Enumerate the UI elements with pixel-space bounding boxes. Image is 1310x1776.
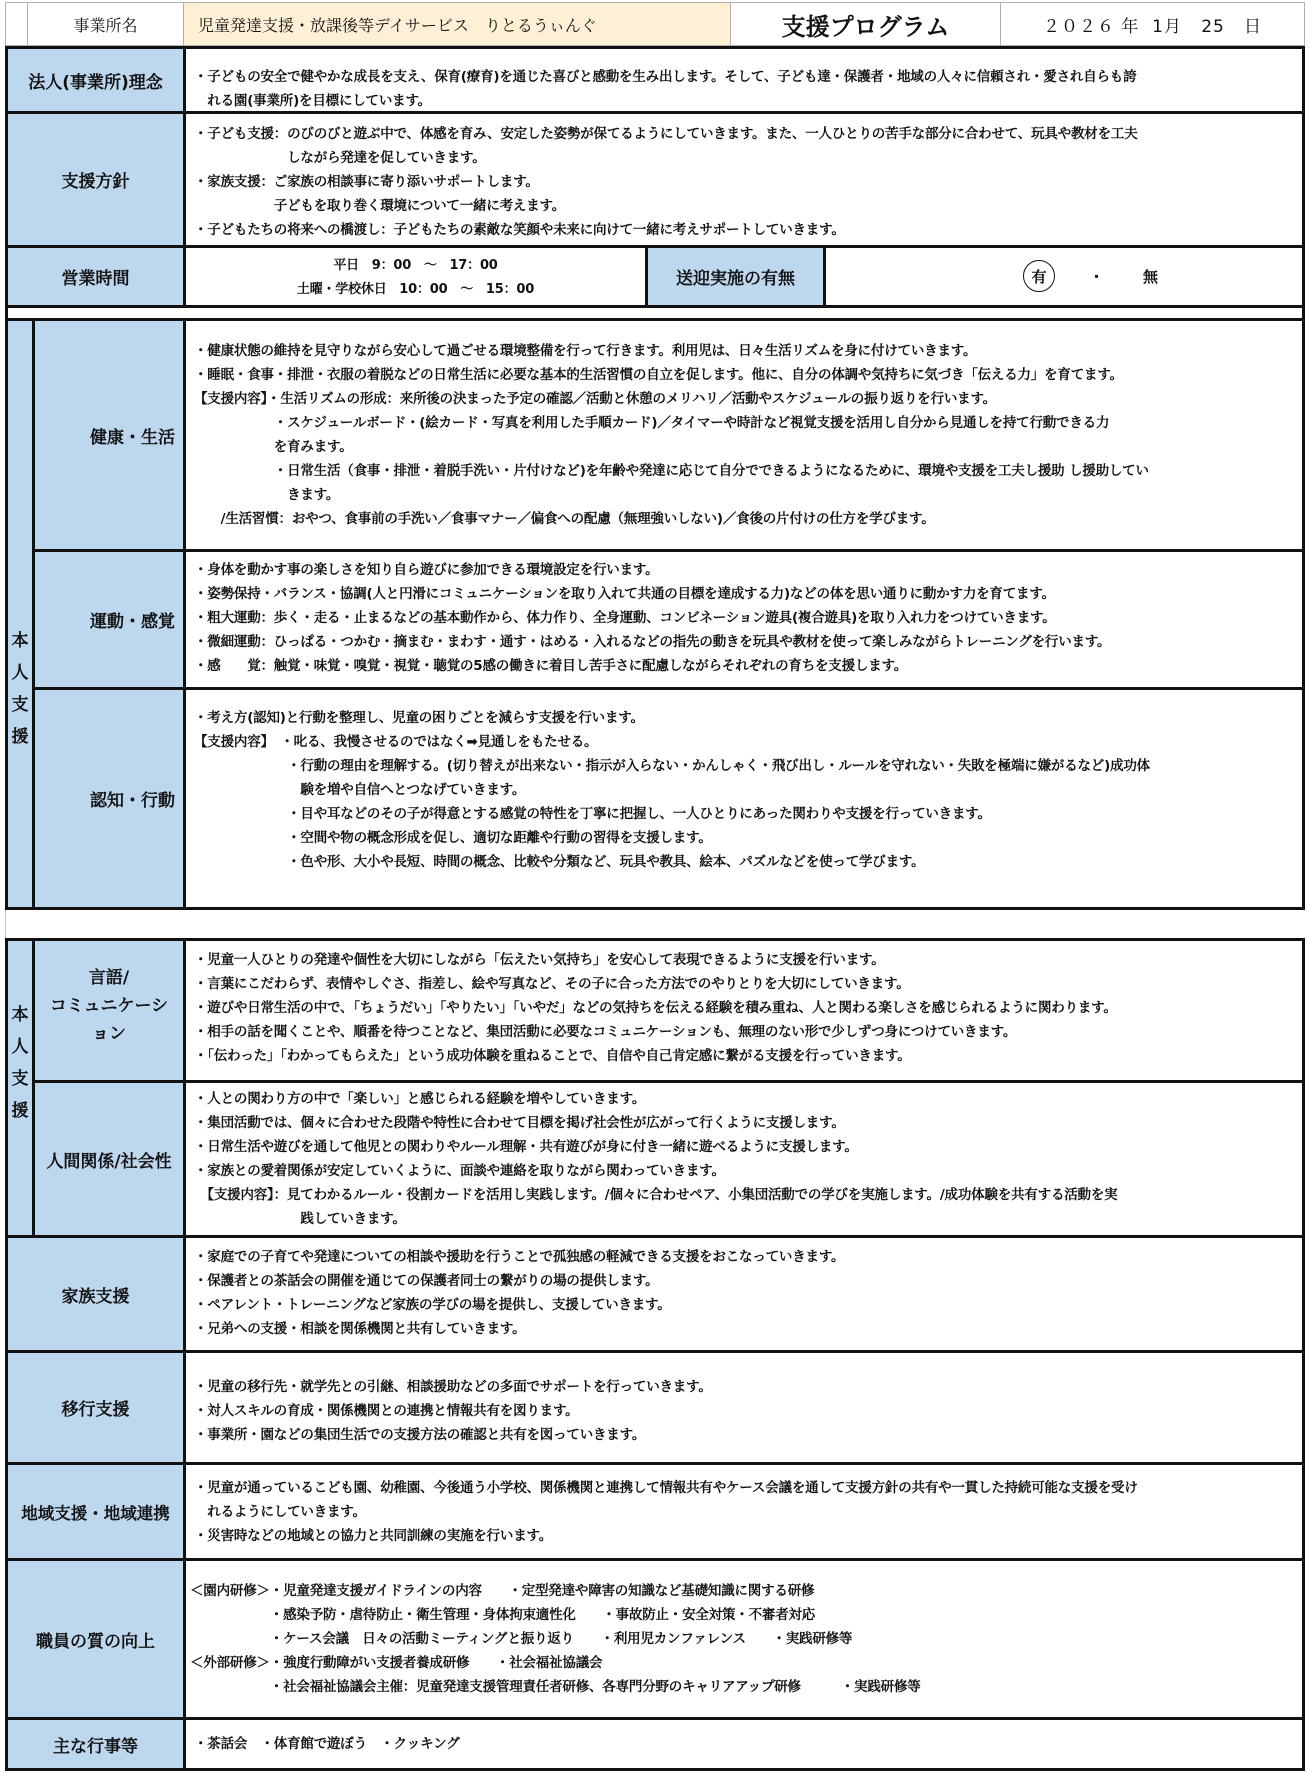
content-line: ・微細運動：ひっぱる・つかむ・摘まむ・まわす・通す・はめる・入れるなどの指先の動きを玩具や教材を使って楽しみながらトレーニングを行います。 [194,634,1111,650]
policy-line: 子どもを取り巻く環境について一緒に考えます。 [194,198,566,214]
policy-label: 支援方針 [5,111,186,248]
group-char: 援 [11,727,29,747]
content-line: ・空間や物の概念形成を促し、適切な距離や行動の習得を支援します。 [194,830,712,846]
relationships-social-label: 人間関係/社会性 [32,1080,186,1238]
content-line: ・児童が通っているこども園、幼稚園、今後通う小学校、関係機関と連携して情報共有やケース会議を通して支援方針の共有や一貫した持続可能な支援を受け [194,1480,1138,1496]
staff-quality-content [183,1558,1305,1720]
community-support-label: 地域支援・地域連携 [5,1462,186,1561]
content-line: ・目や耳などのその子が得意とする感覚の特性を丁寧に把握し、一人ひとりにあった関わりや支援を行っていきます。 [194,806,991,822]
transport-options [823,245,1305,308]
content-line: ・ペアレント・トレーニングなど家族の学びの場を提供し、支援していきます。 [194,1297,671,1313]
content-line: を育みます。 [194,439,353,455]
language-communication-content [183,938,1305,1083]
policy-line: ・子どもたちの将来への橋渡し：子どもたちの素敵な笑顔や未来に向けて一緒に考えサポートしていきます。 [194,222,845,238]
office-name-value: 児童発達支援・放課後等デイサービス りとるうぃんぐ [183,2,731,46]
label-line: ョン [92,1023,126,1044]
staff-quality-label: 職員の質の向上 [5,1558,186,1720]
page-title: 支援プログラム [730,2,1001,46]
health-life-content [183,318,1305,552]
content-line: ・健康状態の維持を見守りながら安心して過ごせる環境整備を行って行きます。利用児は、日々生活リズムを身に付けていきます。 [194,343,977,359]
cognition-behavior-label: 認知・行動 [32,687,186,910]
office-name-label: 事業所名 [27,2,184,46]
content-line: ・粗大運動：歩く・走る・止まるなどの基本動作から、体力作り、全身運動、コンビネーション遊具(複合遊具)を取り入れ力をつけていきます。 [194,610,1056,626]
hours-weekday: 平日 9：00 ～ 17：00 [333,258,498,273]
content-line: ・事業所・園などの集団生活での支援方法の確認と共有を図っていきます。 [194,1427,646,1443]
content-line: ・児童の移行先・就学先との引継、相談援助などの多面でサポートを行っていきます。 [194,1379,712,1395]
content-line: ・考え方(認知)と行動を整理し、児童の困りごとを減らす支援を行います。 [194,710,644,726]
policy-line: しながら発達を促していきます。 [194,150,486,166]
label-line: コミュニケーシ [49,995,169,1016]
policy-content [183,111,1305,248]
main-events-content [183,1717,1305,1771]
content-line: 【支援内容】・生活リズムの形成：来所後の決まった予定の確認／活動と休憩のメリハリ／活動やスケジュールの振り返りを行います。 [194,391,996,407]
content-line: ・相手の話を聞くことや、順番を待つことなど、集団活動に必要なコミュニケーションも、無理のない形で少しずつ身につけていきます。 [194,1024,1017,1040]
group-char: 支 [11,1069,29,1089]
philosophy-label: 法人(事業所)理念 [5,46,186,114]
content-line: ・身体を動かす事の楽しさを知り自ら遊びに参加できる環境設定を行います。 [194,562,659,578]
cognition-behavior-content [183,687,1305,910]
content-line: ・集団活動では、個々に合わせた段階や特性に合わせて目標を掲げ社会性が広がって行くように支援します。 [194,1115,845,1131]
content-line: ・言葉にこだわらず、表情やしぐさ、指差し、絵や写真など、その子に合った方法でのやりとりを大切にしていきます。 [194,976,910,992]
philosophy-content [183,46,1305,114]
transition-support-content [183,1350,1305,1465]
group-char: 本 [11,631,29,651]
content-line: ・遊びや日常生活の中で、「ちょうだい」「やりたい」「いやだ」などの気持ちを伝える経験を積み重ね、人と関わる楽しさを感じられるように関わります。 [194,1000,1117,1016]
content-line: ・人との関わり方の中で「楽しい」と感じられる経験を増やしていきます。 [194,1091,646,1107]
content-line: 【支援内容】 ・叱る、我慢させるのではなく➡見通しをもたせる。 [194,734,598,750]
content-line: ・スケジュールボード・(絵カード・写真を利用した手順カード)／タイマーや時計など視覚支援を活用し自分から見通しを持て行動できる力 [194,415,1110,431]
content-line: ・災害時などの地域との協力と共同訓練の実施を行います。 [194,1528,553,1544]
content-line: ・ケース会議 日々の活動ミーティングと振り返り ・利用児カンファレンス ・実践研修等 [190,1631,853,1647]
content-line: ・保護者との茶話会の開催を通じての保護者同士の繋がりの場の提供します。 [194,1273,659,1289]
page-gap-line [5,910,6,938]
policy-line: ・子ども支援：のびのびと遊ぶ中で、体感を育み、安定した姿勢が保てるようにしていきます。また、一人ひとりの苦手な部分に合わせて、玩具や教材を工夫 [194,126,1138,142]
hours-label: 営業時間 [5,245,186,308]
content-line: ・感染予防・虐待防止・衛生管理・身体拘束適性化 ・事故防止・安全対策・不審者対応 [190,1607,816,1623]
content-line: /生活習慣：おやつ、食事前の手洗い／食事マナー／偏食への配慮（無理強いしない)／食後の片付けの仕方を学びます。 [194,511,935,527]
transport-no-option[interactable]: 無 [1143,268,1159,286]
document-date: ２０２６ 年 1月 25 日 [1000,2,1305,46]
main-events-label: 主な行事等 [5,1717,186,1771]
family-support-label: 家族支援 [5,1235,186,1353]
content-line: ・家庭での子育てや発達についての相談や援助を行うことで孤独感の軽減できる支援をおこなっていきます。 [194,1249,845,1265]
content-line: ＜園内研修＞・児童発達支援ガイドラインの内容 ・定型発達や障害の知識など基礎知識に関する研修 [190,1583,815,1599]
content-line: ・感 覚：触覚・味覚・嗅覚・視覚・聴覚の5感の働きに着目し苦手さに配慮しながらそれぞれの育ちを支援します。 [194,658,908,674]
content-line: ・家族との愛着関係が安定していくように、面談や連絡を取りながら関わっていきます。 [194,1163,725,1179]
group-char: 本 [11,1005,29,1025]
personal-support-group-label-2 [5,938,35,1238]
header-blank-cell [5,2,28,46]
content-line: ・対人スキルの育成・関係機関との連携と情報共有を図ります。 [194,1403,579,1419]
transition-support-label: 移行支援 [5,1350,186,1465]
content-line: ・睡眠・食事・排泄・衣服の着脱などの日常生活に必要な基本的生活習慣の自立を促します。他に、自分の体調や気持ちに気づき「伝える力」を育てます。 [194,367,1123,383]
hours-content [183,245,648,308]
content-line: ・日常生活（食事・排泄・着脱手洗い・片付けなど)を年齢や発達に応じて自分でできるようになるために、環境や支援を工夫し援助 し援助してい [194,463,1149,479]
language-communication-label [32,938,186,1083]
content-line: ・社会福祉協議会主催：児童発達支援管理責任者研修、各専門分野のキャリアアップ研修 ・実践研修等 [190,1679,921,1695]
content-line: ・行動の理由を理解する。(切り替えが出来ない・指示が入らない・かんしゃく・飛び出し・ルールを守れない・失敗を極端に嫌がるなど)成功体 [194,758,1150,774]
content-line: ＜外部研修＞・強度行動障がい支援者養成研修 ・社会福祉協議会 [190,1655,603,1671]
family-support-content [183,1235,1305,1353]
content-line: ・「伝わった」「わかってもらえた」という成功体験を重ねることで、自信や自己肯定感に繋がる支援を行っていきます。 [194,1048,911,1064]
label-line: 言語/ [88,967,130,988]
content-line: 【支援内容】：見てわかるルール・役割カードを活用し実践します。/個々に合わせペア、小集団活動での学びを実施します。/成功体験を共有する活動を実 [194,1187,1118,1203]
content-line: 践していきます。 [194,1211,406,1227]
content-line: ・児童一人ひとりの発達や個性を大切にしながら「伝えたい気持ち」を安心して表現できるように支援を行います。 [194,952,885,968]
content-line: 験を増や自信へとつなげていきます。 [194,782,526,798]
group-char: 支 [11,695,29,715]
transport-separator: ・ [1089,268,1105,286]
content-line: ・色や形、大小や長短、時間の概念、比較や分類など、玩具や教具、絵本、パズルなどを使って学びます。 [194,854,925,870]
content-line: ・姿勢保持・バランス・協調(人と円滑にコミュニケーションを取り入れて共通の目標を達成する力)などの体を思い通りに動かす力を育てます。 [194,586,1055,602]
hours-weekend: 土曜・学校休日 10：00 ～ 15：00 [296,282,535,297]
content-line: ・茶話会 ・体育館で遊ぼう ・クッキング [194,1736,460,1752]
health-life-label: 健康・生活 [32,318,186,552]
group-char: 援 [11,1101,29,1121]
content-line: ・兄弟への支援・相談を関係機関と共有していきます。 [194,1321,526,1337]
philosophy-line: ・子どもの安全で健やかな成長を支え、保育(療育)を通じた喜びと感動を生み出します。そして、子ども達・保護者・地域の人々に信頼され・愛され自らも誇 [194,69,1137,85]
transport-label: 送迎実施の有無 [645,245,826,308]
transport-yes-option[interactable]: 有 [1023,260,1055,292]
content-line: ・日常生活や遊びを通して他児との関わりやルール理解・共有遊びが身に付き一緒に遊べるように支援します。 [194,1139,858,1155]
motor-sensory-label: 運動・感覚 [32,549,186,690]
philosophy-line: れる園(事業所)を目標にしています。 [194,93,431,109]
content-line: きます。 [194,487,340,503]
group-char: 人 [11,663,29,683]
relationships-social-content [183,1080,1305,1238]
policy-line: ・家族支援：ご家族の相談事に寄り添いサポートします。 [194,174,539,190]
community-support-content [183,1462,1305,1561]
personal-support-group-label-1 [5,318,35,910]
content-line: れるようにしていきます。 [194,1504,366,1520]
group-char: 人 [11,1037,29,1057]
motor-sensory-content [183,549,1305,690]
